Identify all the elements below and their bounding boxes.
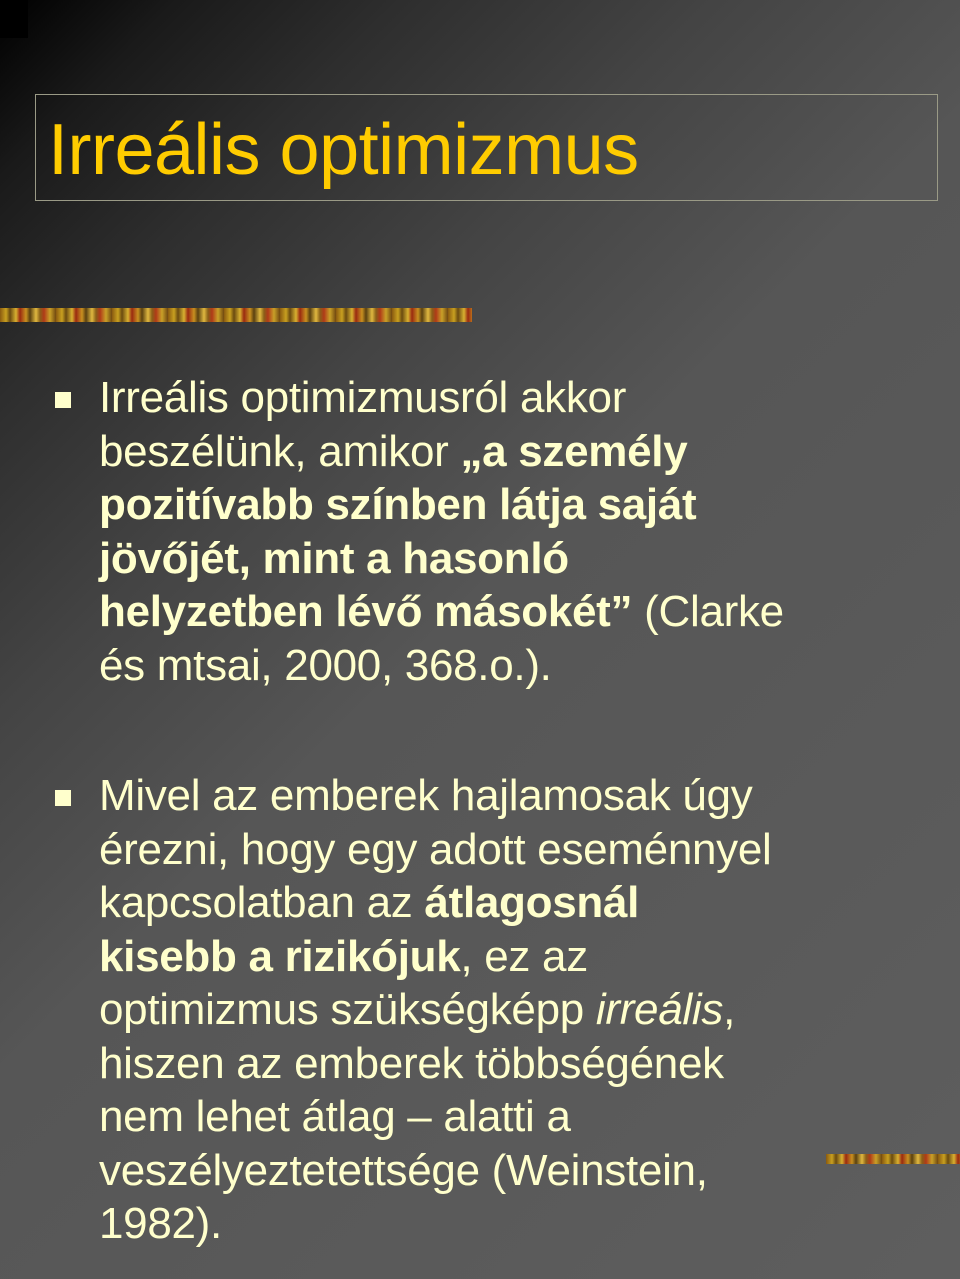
- text-run: Irreális optimizmusról akkor: [99, 373, 627, 422]
- text-run: veszélyeztetettsége (Weinstein,: [99, 1145, 708, 1195]
- text-run-italic: irreális: [595, 985, 724, 1034]
- text-run: optimizmus szükségképp: [99, 985, 596, 1034]
- text-run: érezni, hogy egy adott eseménnyel: [99, 824, 772, 874]
- bullet-square-icon: [55, 790, 71, 806]
- text-run: ,: [723, 985, 735, 1034]
- text-run: hiszen az emberek többségének: [99, 1038, 724, 1088]
- text-run-bold: kisebb a rizikójuk: [99, 931, 461, 981]
- text-run-bold: jövőjét, mint a hasonló: [99, 533, 569, 583]
- text-run: Mivel az emberek hajlamosak úgy: [99, 771, 753, 820]
- text-run-bold: pozitívabb színben látja saját: [99, 480, 697, 529]
- text-run: , ez az: [460, 931, 588, 981]
- text-run-bold: „a személy: [460, 426, 688, 476]
- text-run: és mtsai, 2000, 368.o.).: [99, 640, 552, 690]
- text-run-bold: átlagosnál: [424, 878, 640, 927]
- text-run: kapcsolatban az: [99, 878, 425, 927]
- bullet-paragraph-2: [99, 769, 949, 1251]
- text-run: (Clarke: [632, 587, 784, 636]
- bullet-paragraph-1: [99, 371, 929, 692]
- text-run-bold: helyzetben lévő másokét”: [99, 587, 633, 636]
- text-run: beszélünk, amikor: [99, 426, 461, 476]
- text-run: nem lehet átlag – alatti a: [99, 1092, 571, 1141]
- text-run: 1982).: [99, 1199, 222, 1248]
- decorative-stripe-top: [0, 308, 472, 322]
- bullet-square-icon: [55, 392, 71, 408]
- slide-title: Irreális optimizmus: [48, 110, 639, 190]
- corner-block: [0, 0, 28, 38]
